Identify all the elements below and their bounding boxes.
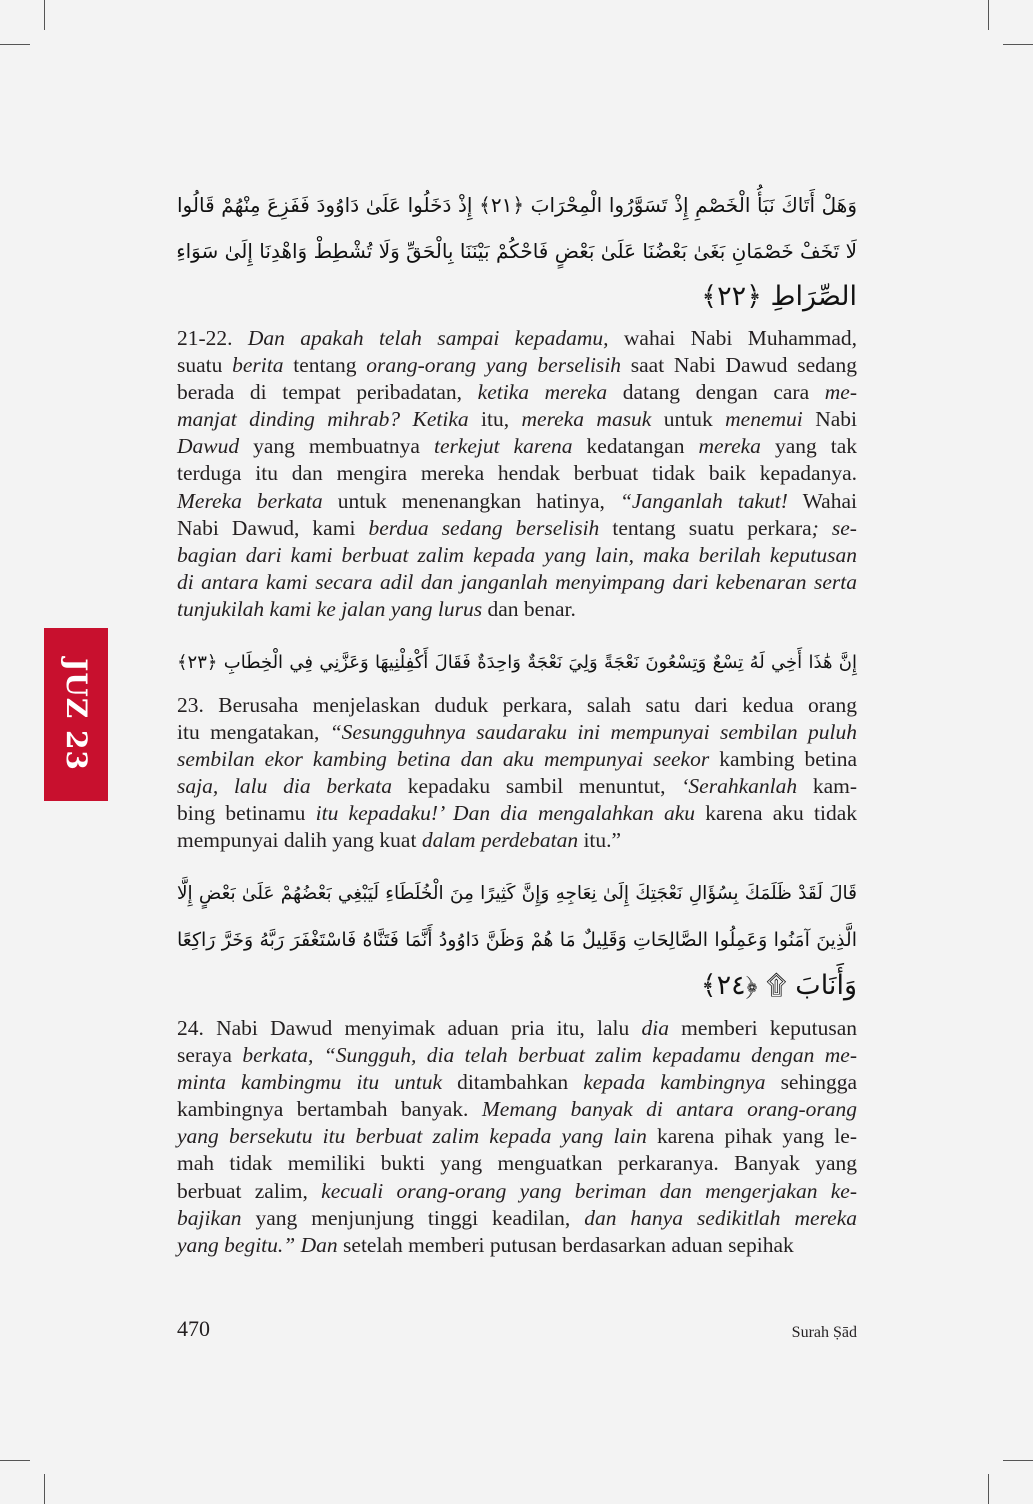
italic-segment: berdua sedang berselisih [368,515,600,540]
text-segment: kambing betina [709,747,857,772]
arabic-line: وَهَلْ أَتَاكَ نَبَأُ الْخَصْمِ إِذْ تَسَوَّرُوا الْمِحْرَابَ ﴿٢١﴾ إِذْ دَخَلُوا عَلَىٰ دَاوُودَ فَفَزِعَ مِنْهُمْ قَالُوا [177,193,857,217]
crop-mark [988,1474,989,1504]
arabic-line: قَالَ لَقَدْ ظَلَمَكَ بِسُؤَالِ نَعْجَتِكَ إِلَىٰ نِعَاجِهِ وَإِنَّ كَثِيرًا مِنَ الْخُلَطَاءِ لَيَبْغِي بَعْضُهُمْ عَلَىٰ بَعْضٍ إِلَّا [177,883,857,904]
crop-mark [0,1460,30,1461]
text-segment: 24. Nabi Dawud menyimak aduan pria itu, lalu [177,1016,642,1040]
text-segment: terduga itu dan mengira mereka hendak berbuat tidak baik kepadanya. [177,461,857,486]
text-line [177,1178,857,1205]
text-segment: Nabi Dawud, kami [177,515,369,540]
italic-segment: manjat dinding mihrab? Ketika [177,407,469,432]
italic-segment: ‘Serahkanlah [681,774,798,799]
text-line [177,1069,857,1096]
crop-mark [1003,44,1033,45]
text-segment: bing betinamu [177,801,316,826]
italic-segment: Memang banyak di antara orang-orang [481,1097,857,1122]
text-segment: yang menjunjung tinggi keadilan, [241,1205,585,1230]
text-segment: kedatangan [572,434,699,459]
italic-segment: ; se- [811,515,857,540]
italic-segment: tunjukilah kami ke jalan yang lurus [177,596,483,621]
italic-segment: dan hanya sedikitlah mereka [584,1205,857,1230]
text-line [177,746,857,773]
italic-segment: bagian dari kami berbuat zalim kepada yang lain, maka berilah keputusan [177,542,857,567]
text-line [177,1042,857,1069]
italic-segment: Dawud [177,434,240,459]
italic-segment: orang-orang yang berselisih [366,353,622,378]
text-line [177,596,857,623]
arabic-line: وَأَنَابَ ۩ ﴿٢٤﴾ [700,970,857,1001]
text-segment: 21-22. [177,326,248,350]
italic-segment: itu kepadaku!’ Dan dia mengalahkan aku [315,801,696,826]
text-line [177,569,857,596]
juz-label: JUZ 23 [59,658,93,771]
italic-segment: dalam perdebatan [421,828,579,853]
text-line [177,325,857,352]
text-line [177,719,857,746]
text-segment: itu.” [578,828,622,853]
italic-segment: dia [641,1016,669,1040]
crop-mark [44,0,45,30]
text-segment: untuk [651,407,726,432]
text-segment: yang membuatnya [239,434,434,459]
italic-segment: sembilan ekor kambing betina dan aku mempunyai seekor [177,747,710,772]
italic-segment: minta kambingmu itu untuk [177,1070,442,1095]
text-line [177,379,857,406]
text-segment: yang tak [760,434,857,459]
italic-segment: berita [232,353,284,378]
italic-segment: mereka [698,434,761,459]
text-line [177,433,857,460]
text-line [177,406,857,433]
text-line [177,515,857,542]
text-segment: seraya [177,1043,243,1068]
crop-mark [44,1474,45,1504]
italic-segment: berkata, “Sungguh, dia telah berbuat zalim kepadamu dengan me- [242,1043,858,1068]
text-segment: mempunyai dalih yang kuat [177,828,422,853]
text-line [177,1123,857,1150]
italic-segment: Dan apakah telah sampai kepadamu, [247,326,609,350]
running-footer-surah: Surah Ṣād [791,1324,857,1341]
translation-23 [177,692,857,855]
text-line [177,1150,857,1177]
page-number: 470 [177,1316,210,1341]
italic-segment: me- [824,380,857,405]
text-line [177,488,857,515]
arabic-line: الَّذِينَ آمَنُوا وَعَمِلُوا الصَّالِحَاتِ وَقَلِيلٌ مَا هُمْ وَظَنَّ دَاوُودُ أَنَّمَا فَتَنَّاهُ فَاسْتَغْفَرَ رَبَّهُ وَخَرَّ رَاكِعًا [177,929,857,951]
text-line [177,1015,857,1042]
text-segment: ditambahkan [442,1070,584,1095]
text-segment: mah tidak memiliki bukti yang menguatkan perkaranya. Banyak yang [177,1151,857,1176]
text-segment: suatu [177,353,233,378]
translation-24 [177,1015,857,1259]
text-line [177,773,857,800]
text-line [177,460,857,487]
italic-segment: mereka masuk [521,407,652,432]
text-segment: tentang suatu perkara [599,515,812,540]
text-segment: Nabi [802,407,857,432]
crop-mark [1003,1460,1033,1461]
italic-segment: di antara kami secara adil dan janganlah menyimpang dari kebenaran serta [177,569,857,594]
italic-segment: yang begitu.” Dan [177,1232,338,1257]
text-segment: karena aku tidak [695,801,857,826]
italic-segment: ketika mereka [477,380,608,405]
text-segment: kepadaku sambil menuntut, [392,774,682,799]
text-segment: itu, [468,407,522,432]
text-line [177,827,857,854]
text-segment: kam- [797,774,858,799]
text-segment: memberi keputusan [668,1016,858,1040]
text-segment: karena pihak yang le- [646,1124,857,1149]
text-segment: datang dengan cara [607,380,825,405]
italic-segment: “Sesungguhnya saudaraku ini mempunyai sembilan puluh [329,720,857,745]
arabic-verse-24 [177,871,857,1009]
text-segment: setelah memberi putusan berdasarkan aduan sepihak [337,1232,794,1257]
text-line [177,692,857,719]
arabic-verse-21-22 [177,182,857,320]
translation-21-22 [177,325,857,623]
arabic-line: لَا تَخَفْ خَصْمَانِ بَغَىٰ بَعْضُنَا عَلَىٰ بَعْضٍ فَاحْكُمْ بَيْنَنَا بِالْحَقِّ وَلَا تُشْطِطْ وَاهْدِنَا إِلَىٰ سَوَاءِ [176,239,857,263]
text-segment: tentang [283,353,367,378]
text-segment: 23. Berusaha menjelaskan duduk perkara, salah satu dari kedua orang [177,693,857,717]
text-segment: Wahai [787,488,857,513]
italic-segment: kecuali orang-orang yang beriman dan mengerjakan ke- [321,1178,857,1203]
crop-mark [0,44,30,45]
text-segment: wahai Nabi Muhammad, [608,326,857,350]
text-line [177,800,857,827]
italic-segment: terkejut karena [433,434,573,459]
text-segment: sehingga [765,1070,857,1095]
text-segment: saat Nabi Dawud sedang [621,353,857,378]
italic-segment: bajikan [177,1205,242,1230]
text-segment: kambingnya bertambah banyak. [177,1097,482,1122]
text-line [177,1205,857,1232]
text-segment: itu mengatakan, [177,720,330,745]
crop-mark [988,0,989,30]
italic-segment: Mereka berkata [177,488,323,513]
italic-segment: kepada kambingnya [583,1070,766,1095]
text-segment: dan benar. [482,596,576,621]
arabic-line: إِنَّ هَٰذَا أَخِي لَهُ تِسْعٌ وَتِسْعُونَ نَعْجَةً وَلِيَ نَعْجَةٌ وَاحِدَةٌ فَقَالَ أَكْفِلْنِيهَا وَعَزَّنِي فِي الْخِطَابِ ﴿٢٣﴾ [177,652,857,673]
text-segment: berbuat zalim, [177,1178,322,1203]
text-line [177,542,857,569]
italic-segment: “Janganlah takut! [619,488,788,513]
text-segment: berada di tempat peribadatan, [177,380,478,405]
italic-segment: yang bersekutu itu berbuat zalim kepada yang lain [177,1124,647,1149]
text-line [177,1232,857,1259]
italic-segment: saja, lalu dia berkata [177,774,393,799]
text-line [177,1096,857,1123]
juz-tab [44,628,108,801]
text-segment: untuk menenangkan hatinya, [322,488,620,513]
italic-segment: menemui [725,407,803,432]
arabic-verse-23 [177,640,857,686]
arabic-line: الصِّرَاطِ ﴿٢٢﴾ [701,281,857,312]
text-line [177,352,857,379]
